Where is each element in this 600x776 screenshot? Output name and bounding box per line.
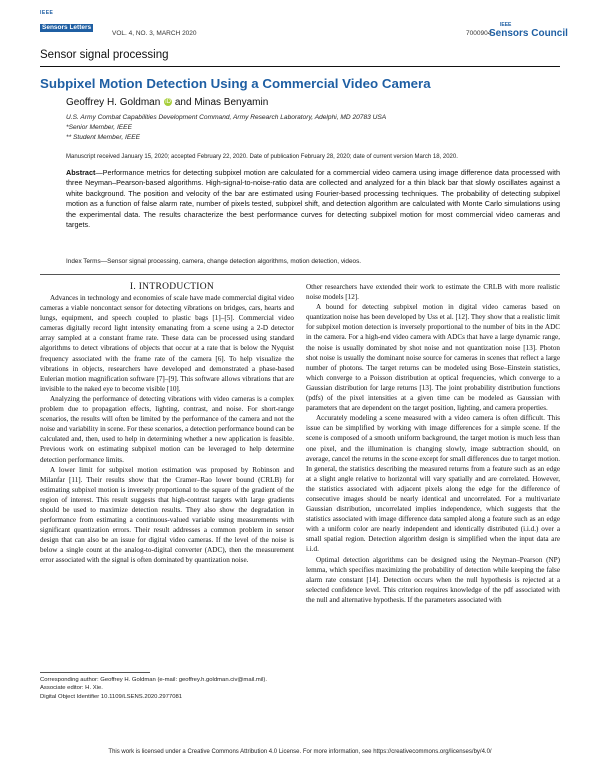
- first-author: Geoffrey H. Goldman: [66, 97, 161, 108]
- abstract-label: Abstract: [66, 168, 96, 177]
- paper-number: 7000904: [466, 30, 492, 37]
- corresponding-author: Corresponding author: Geoffrey H. Goldman (e-mail: geoffrey.h.goldman.civ@mail.mil).: [40, 677, 267, 683]
- council-logo: [486, 22, 568, 40]
- abstract-rule: [40, 274, 560, 275]
- orcid-icon[interactable]: iD: [165, 99, 171, 105]
- volume-info: VOL. 4, NO. 3, MARCH 2020: [112, 30, 197, 37]
- senior-member-note: *Senior Member, IEEE: [66, 124, 132, 131]
- right-column: [306, 282, 560, 605]
- license-line[interactable]: This work is licensed under a Creative Commons Attribution 4.0 License. For more information, see https://creativecommons.org/licenses/by/4.0/: [108, 749, 492, 755]
- paragraph: A lower limit for subpixel motion estimation was proposed by Robinson and Milanfar [11]. Their results show that the Cramer–Rao lower bound (CRLB) for estimating subpixel motion is inversely proportional to the square of the gradient of the region of interest. This result suggests that high-contrast targets with large gradients should be used to maximize detection results. They also show the degradation in performance from estimating a continuous-valued variable using measurements with significant quantization errors. Their result addresses a common problem in sensor design that can also be an issue for digital video cameras. If the level of the noise is below a single count at the analog-to-digital converter (ADC), then the measurement error associated with the signal is often dominated by quantization noise.: [40, 465, 294, 565]
- paper-title: Subpixel Motion Detection Using a Commercial Video Camera: [40, 76, 431, 91]
- section-title-introduction: I. INTRODUCTION: [129, 282, 215, 292]
- council-ieee-label: IEEE: [500, 22, 512, 28]
- paragraph: Analyzing the performance of detecting vibrations with video cameras is a complex problem due to propagation effects, lighting, contrast, and noise. For short-range scenarios, the results will often be limited by the performance of the camera and not the noise and variability in scene. For these scenarios, a detection performance bound can be calculated and, then, used to help in determining whether a new application is feasible. Previous work on estimating subpixel motion can be leveraged to help determine detection performance limits.: [40, 394, 294, 464]
- footnote-rule: [40, 672, 150, 673]
- paragraph: A bound for detecting subpixel motion in digital video cameras based on quantization noise has been developed by Uss et al. [12]. They show that a realistic limit for subpixel motion detection is inversely proportional to the number of bits in the ADC in the camera. For a high-end video camera with ADCs that have a large dynamic range, the noise is usually dominated by shot noise and not quantization noise [13]. Photon shot noise is usually the dominant noise source for cameras in scenes that reflect a large number of photons. The target returns can be modeled using Bose–Einstein statistics, which converge to a Poisson distribution at optical frequencies, which converge to a Gaussian distribution for large returns [13]. The joint probability distribution functions (pdfs) of the pixel intensities at a given time can be modeled as Gaussian with parameters that are dependent on the target position, lighting, and camera properties.: [306, 303, 560, 413]
- journal-logo: [40, 10, 110, 34]
- council-name: Sensors Council: [489, 28, 568, 39]
- author-line: [66, 97, 268, 108]
- other-authors: and Minas Benyamin: [174, 97, 269, 108]
- affiliation: U.S. Army Combat Capabilities Development Command, Army Research Laboratory, Adelphi, MD 20783 USA: [66, 114, 387, 121]
- abstract: [66, 168, 560, 230]
- doi[interactable]: Digital Object Identifier 10.1109/LSENS.2020.2977081: [40, 693, 183, 700]
- header-rule: [40, 66, 560, 67]
- index-terms: Index Terms—Sensor signal processing, camera, change detection algorithms, motion detection, videos.: [66, 258, 362, 265]
- paragraph: Accurately modeling a scene measured with a video camera is often difficult. This issue can be simplified by working with image differences for a simple scene. If the scene is composed of a smooth uniform background, the target motion is much less than one pixel, and the illumination is changing slowly, image subtraction should, on average, cancel the returns in the scene except for small differences due to target motion. In general, the statistics describing the measured returns from a feature such as an edge at a slight angle relative to horizontal will vary spatially and are correlated. However, the statistics associated with adjacent pixels along the edge for the difference of consecutive images should be nearly identical and uncorrelated. For a multivariate Gaussian distribution, uncorrelated implies independence, which suggests that the statistics associated with image difference data sampled along a feature such as an edge with a uniform color are nearly independent and identically distributed (i.i.d.) over a small spatial region. Detection algorithm design is simplified when the input data are i.i.d.: [306, 414, 560, 554]
- paragraph: Advances in technology and economies of scale have made commercial digital video cameras a viable noncontact sensor for detecting vibrations on bridges, cars, hearts and lungs, equipment, and speech coupled to plastic bags [1]–[5]. Commercial video cameras digitally record light intensity emanating from a scene using a 2-D detector array sampled at a constant frame rate. These data can be processed using standard algorithms to detect vibrations of objects that occur at a rate that is below the Nyquist frequency associated with the frame rate of the camera [6]. To help visualize the vibrations in objects, researchers have developed and demonstrated a phase-based Eulerian motion magnification software [7]–[9]. This software allows vibrations that are invisible to the naked eye to become visible [10].: [40, 294, 294, 393]
- abstract-text: —Performance metrics for detecting subpixel motion are calculated for a commercial video camera using image difference data processed with three Neyman–Pearson-based algorithms. High-signal-to-noise-ratio data are collected and analyzed for a thin black bar that slowly oscillates against a white background. The position and velocity of the bar are estimated using Fourier-based processing techniques. The probability of detecting subpixel motion as a function of false alarm rate, number of pixels tested, subpixel shift, and detection algorithm are calculated with Monte Carlo simulations using the experimental data. The results characterize the best performance curves for detecting subpixel motion for most commercial video cameras and targets.: [66, 168, 560, 230]
- footnotes: [40, 676, 294, 701]
- paragraph: Other researchers have extended their work to estimate the CRLB with more realistic noise models [12].: [306, 283, 560, 302]
- associate-editor: Associate editor: H. Xie.: [40, 685, 103, 692]
- paragraph: Optimal detection algorithms can be designed using the Neyman–Pearson (NP) lemma, which specifies maximizing the probability of detection while keeping the false alarm rate constant [14]. Detection occurs when the null hypothesis is rejected at a selected confidence level. This criterion requires knowledge of the pdf associated with the null and alternative hypothesis. If the parameters associated with: [306, 555, 560, 604]
- received-line: Manuscript received January 15, 2020; accepted February 22, 2020. Date of publication February 28, 2020; date of current version March 18, 2020.: [66, 154, 458, 160]
- student-member-note: ** Student Member, IEEE: [66, 134, 141, 141]
- section-heading: Sensor signal processing: [40, 49, 169, 61]
- journal-label: Sensors Letters: [42, 24, 92, 31]
- left-column: [40, 282, 294, 566]
- ieee-label: IEEE: [40, 10, 54, 16]
